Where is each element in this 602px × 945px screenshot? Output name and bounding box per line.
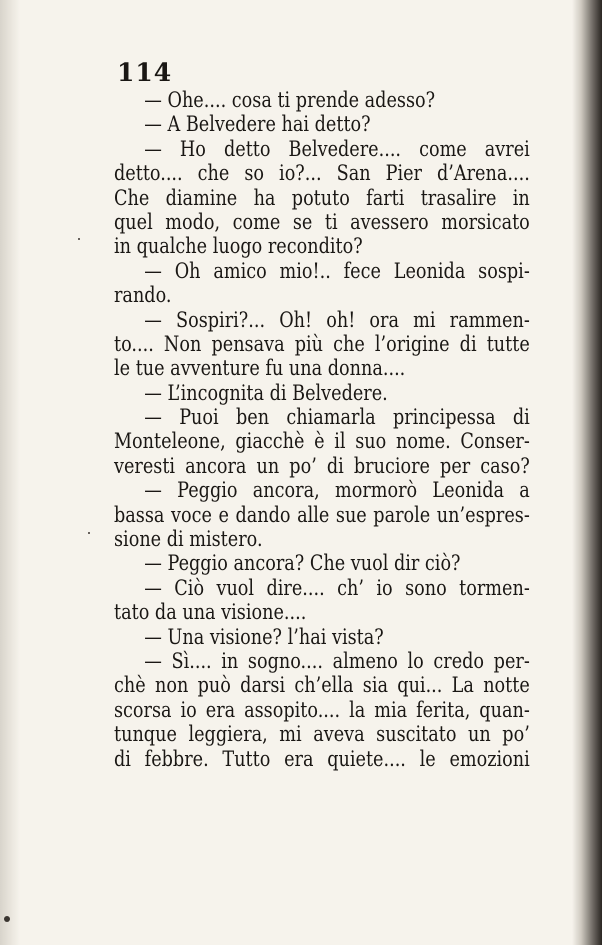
text-line: — Ohe.... cosa ti prende adesso? bbox=[144, 88, 436, 112]
text-line: bassa voce e dando alle sue parole un’espres- bbox=[114, 502, 530, 527]
text-line: rando. bbox=[114, 283, 172, 308]
text-line: quel modo, come se ti avessero morsicato bbox=[114, 209, 530, 234]
text-line: di febbre. Tutto era quiete.... le emozioni bbox=[114, 746, 530, 771]
text-line: tunque leggiera, mi aveva suscitato un po’ bbox=[114, 722, 530, 747]
text-line: — Ciò vuol dire.... ch’ io sono tormen- bbox=[144, 575, 530, 600]
print-speck bbox=[78, 238, 80, 240]
text-line: to.... Non pensava più che l’origine di tutte bbox=[114, 331, 530, 356]
text-line: in qualche luogo recondito? bbox=[114, 234, 363, 259]
text-line: — Peggio ancora, mormorò Leonida a bbox=[144, 478, 530, 503]
text-line: Monteleone, giacchè è il suo nome. Conser- bbox=[114, 429, 530, 454]
print-speck bbox=[88, 532, 90, 534]
print-speck bbox=[4, 916, 10, 922]
text-line: tato da una visione.... bbox=[114, 600, 307, 625]
page-number: 114 bbox=[117, 58, 173, 87]
text-line: Che diamine ha potuto farti trasalire in bbox=[114, 185, 530, 210]
page-right-edge-shadow bbox=[572, 0, 602, 945]
page-left-edge bbox=[0, 0, 20, 945]
text-line: — Oh amico mio!.. fece Leonida sospi- bbox=[144, 258, 530, 283]
text-line: le tue avventure fu una donna.... bbox=[114, 356, 406, 381]
text-line: — Una visione? l’hai vista? bbox=[144, 624, 384, 649]
text-line: — L’incognita di Belvedere. bbox=[144, 380, 388, 405]
text-line: sione di mistero. bbox=[114, 527, 263, 552]
text-line: — Ho detto Belvedere.... come avrei bbox=[144, 136, 530, 161]
text-line: — A Belvedere hai detto? bbox=[144, 112, 371, 137]
text-line: — Sospiri?... Oh! oh! ora mi rammen- bbox=[144, 307, 530, 332]
text-line: detto.... che so io?... San Pier d’Arena.... bbox=[114, 161, 530, 186]
body-text bbox=[114, 88, 530, 771]
text-line: chè non può darsi ch’ella sia qui... La notte bbox=[114, 673, 530, 698]
text-line: — Peggio ancora? Che vuol dir ciò? bbox=[144, 551, 461, 576]
text-line: — Sì.... in sogno.... almeno lo credo per- bbox=[144, 648, 530, 673]
text-line: veresti ancora un po’ di bruciore per caso? bbox=[114, 453, 530, 478]
text-line: scorsa io era assopito.... la mia ferita, quan- bbox=[114, 697, 530, 722]
text-line: — Puoi ben chiamarla principessa di bbox=[144, 405, 530, 430]
